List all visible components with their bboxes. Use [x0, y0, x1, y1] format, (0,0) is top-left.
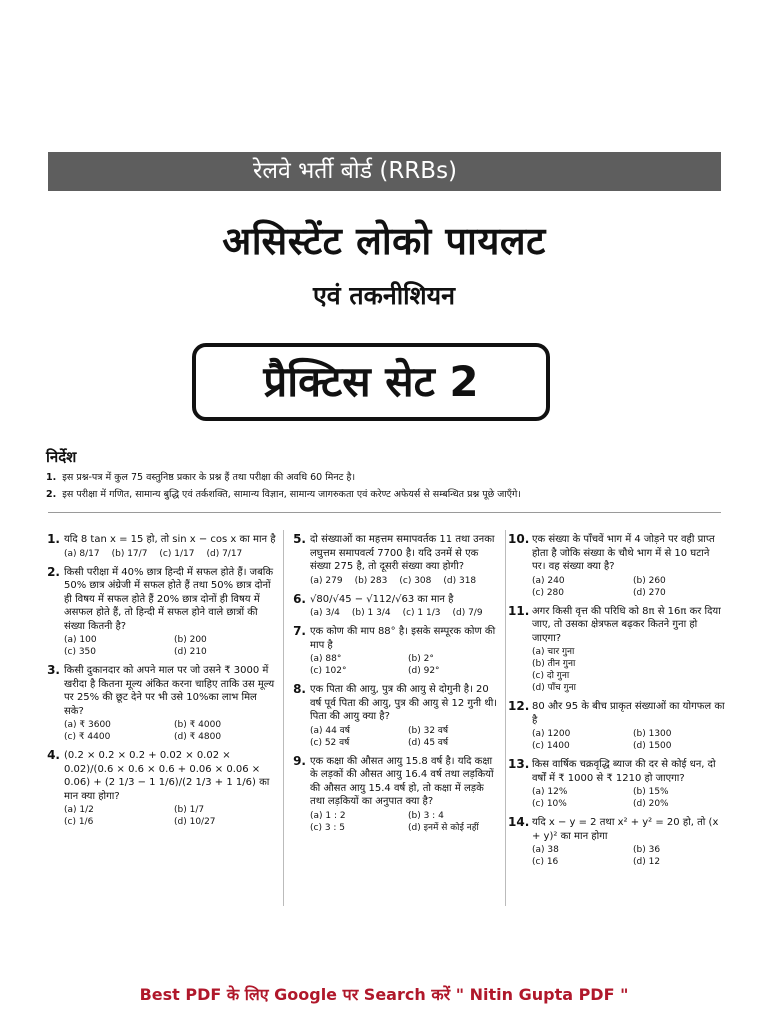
answer-option: (b) 15% — [633, 787, 669, 797]
answer-option: (d) पाँच गुना — [532, 683, 577, 693]
question-number: 2. — [47, 564, 60, 579]
answer-option: (d) 7/9 — [452, 608, 483, 618]
document-title: असिस्टेंट लोको पायलट — [222, 219, 546, 263]
question-number: 3. — [47, 663, 60, 677]
answer-option: (c) 16 — [532, 857, 559, 867]
question-text: एक पिता की आयु, पुत्र की आयु से दोगुनी है। 20 वर्ष पूर्व पिता की आयु, पुत्र की आयु से 12 गुनी थी। पिता की आयु क्या है? — [310, 684, 498, 722]
column-divider — [505, 530, 506, 906]
question-text: एक कक्षा की औसत आयु 15.8 वर्ष है। यदि कक्षा के लड़कों की औसत आयु 16.4 वर्ष तथा लड़कियों की औसत आयु 15.4 वर्ष हो, तो कक्षा में लड़के तथा लड़कियों का अनुपात क्या है? — [310, 755, 494, 807]
question-item — [286, 755, 498, 834]
question-item — [40, 664, 276, 743]
answer-options — [532, 786, 726, 810]
answer-option: (c) 52 वर्ष — [310, 737, 350, 748]
answer-options — [310, 810, 498, 834]
question-text: अगर किसी वृत्त की परिधि को 8π से 16π कर दिया जाए, तो उसका क्षेत्रफल बढ़कर कितने गुना हो जाएगा? — [532, 605, 721, 644]
answer-option: (c) 308 — [399, 575, 432, 586]
question-text: किस वार्षिक चक्रवृद्धि ब्याज की दर से कोई धन, दो वर्षों में ₹ 1000 से ₹ 1210 हो जाएगा? — [532, 759, 716, 784]
answer-options — [532, 575, 726, 599]
answer-option: (b) 283 — [354, 575, 388, 586]
answer-option: (c) 1/6 — [64, 817, 94, 827]
question-item — [508, 605, 726, 695]
answer-option: (b) 36 — [633, 845, 661, 855]
answer-option: (d) 10/27 — [174, 817, 216, 827]
exam-board-banner: रेलवे भर्ती बोर्ड (RRBs) — [48, 152, 721, 191]
answer-option: (c) 102° — [310, 666, 347, 676]
answer-options — [310, 653, 498, 677]
question-text: (0.2 × 0.2 × 0.2 + 0.02 × 0.02 × 0.02)/(0.6 × 0.6 × 0.6 + 0.06 × 0.06 × 0.06) + (2 1/3 − 1 1/6)/(2 1/3 + 1 1/6) का मान क्या होगा? — [64, 750, 270, 802]
question-item — [508, 700, 726, 752]
answer-options — [64, 719, 276, 743]
answer-option: (c) 10% — [532, 799, 567, 809]
question-text: किसी दुकानदार को अपने माल पर जो उसने ₹ 3000 में खरीदा है कितना मूल्य अंकित करना चाहिए ताकि उस मूल्य पर 25% की छूट देने पर भी उसे 10%का लाभ मिल सके? — [64, 665, 275, 717]
answer-option: (a) चार गुना — [532, 647, 575, 657]
answer-options — [532, 728, 726, 752]
answer-option: (c) 280 — [532, 587, 565, 598]
question-number: 13. — [508, 757, 530, 771]
question-number: 9. — [293, 753, 306, 768]
question-number: 1. — [47, 532, 60, 546]
question-text: एक संख्या के पाँचवें भाग में 4 जोड़ने पर वही प्राप्त होता है जोकि संख्या के चौथे भाग में से 10 घटाने पर। वह संख्या क्या है? — [532, 534, 715, 572]
answer-options — [310, 575, 498, 587]
question-text: यदि x − y = 2 तथा x² + y² = 20 हो, तो (x + y)² का मान होगा — [532, 817, 719, 842]
question-number: 4. — [47, 748, 60, 762]
question-number: 5. — [293, 532, 306, 546]
question-text: दो संख्याओं का महत्तम समापवर्तक 11 तथा उनका लघुत्तम समापवर्त्य 7700 है। यदि उनमें से एक संख्या 275 है, तो दूसरी संख्या क्या होगी? — [310, 534, 495, 572]
question-item — [508, 533, 726, 599]
answer-option: (a) 38 — [532, 845, 559, 855]
question-text: एक कोण की माप 88° है। इसके सम्पूरक कोण की माप है — [310, 626, 496, 651]
instructions-list — [46, 469, 726, 503]
question-text: यदि 8 tan x = 15 हो, तो sin x − cos x का मान है — [64, 534, 276, 545]
document-subtitle: एवं तकनीशियन — [312, 281, 456, 310]
answer-option: (a) ₹ 3600 — [64, 720, 111, 730]
question-item — [508, 816, 726, 868]
answer-option: (c) 1400 — [532, 741, 570, 751]
question-number: 10. — [508, 532, 530, 546]
answer-option: (b) 1/7 — [174, 805, 205, 815]
instruction-number: 1. — [46, 472, 57, 483]
answer-option: (c) 1/17 — [159, 548, 195, 559]
answer-option: (c) ₹ 4400 — [64, 732, 111, 742]
question-item — [508, 758, 726, 810]
answer-options — [64, 634, 276, 658]
answer-option: (a) 8/17 — [64, 548, 100, 559]
question-item — [286, 625, 498, 677]
answer-option: (c) 3 : 5 — [310, 822, 346, 833]
answer-option: (c) 350 — [64, 647, 97, 657]
question-number: 8. — [293, 682, 306, 696]
section-divider — [48, 512, 721, 513]
question-number: 12. — [508, 699, 530, 713]
question-number: 14. — [508, 815, 530, 829]
answer-option: (d) ₹ 4800 — [174, 732, 222, 742]
answer-option: (d) इनमें से कोई नहीं — [408, 822, 479, 833]
column-divider — [283, 530, 284, 906]
answer-option: (d) 1500 — [633, 741, 672, 751]
answer-option: (a) 279 — [310, 575, 343, 586]
question-column-3 — [508, 533, 726, 874]
answer-option: (a) 240 — [532, 575, 565, 586]
answer-option: (b) 32 वर्ष — [408, 725, 449, 736]
answer-option: (b) 2° — [408, 654, 434, 664]
answer-option: (d) 318 — [443, 575, 477, 586]
question-item — [286, 683, 498, 749]
answer-option: (d) 12 — [633, 857, 661, 867]
answer-option: (b) 200 — [174, 635, 207, 645]
answer-option: (b) 260 — [633, 575, 666, 586]
answer-option: (d) 270 — [633, 587, 666, 598]
instruction-number: 2. — [46, 489, 57, 500]
answer-option: (a) 1 : 2 — [310, 810, 346, 821]
answer-options — [310, 607, 498, 619]
question-column-2 — [286, 533, 498, 840]
answer-option: (d) 210 — [174, 647, 207, 657]
answer-option: (a) 12% — [532, 787, 568, 797]
answer-option: (d) 7/17 — [206, 548, 243, 559]
question-text: √80/√45 − √112/√63 का मान है — [310, 593, 454, 605]
answer-options — [310, 725, 498, 749]
answer-option: (a) 1200 — [532, 729, 571, 739]
answer-option: (a) 44 वर्ष — [310, 725, 350, 736]
answer-options — [532, 844, 726, 868]
footer-promo: Best PDF के लिए Google पर Search करें " Nitin Gupta PDF " — [139, 985, 629, 1004]
answer-options — [532, 646, 726, 694]
answer-option: (c) दो गुना — [532, 671, 570, 681]
answer-option: (b) 3 : 4 — [408, 810, 444, 821]
answer-option: (b) तीन गुना — [532, 659, 576, 669]
practice-set-label: प्रैक्टिस सेट 2 — [192, 343, 550, 421]
answer-option: (d) 92° — [408, 666, 440, 676]
question-text: किसी परीक्षा में 40% छात्र हिन्दी में सफल होते हैं। जबकि 50% छात्र अंग्रेजी में सफल होते हैं तथा 50% छात्र दोनों ही विषय में सफल होते हैं 20% छात्र दोनों ही विषय में असफल होते हैं, तो हिन्दी में सफल होने वाले छात्रों की संख्या कितनी है? — [64, 566, 274, 632]
answer-options — [64, 548, 276, 560]
answer-options — [64, 804, 276, 828]
question-number: 7. — [293, 624, 306, 638]
answer-option: (b) 17/7 — [111, 548, 148, 559]
question-item — [40, 566, 276, 659]
question-text: 80 और 95 के बीच प्राकृत संख्याओं का योगफल का है — [532, 701, 725, 726]
instruction-item — [46, 486, 726, 503]
question-item — [40, 749, 276, 828]
answer-option: (b) ₹ 4000 — [174, 720, 222, 730]
answer-option: (d) 45 वर्ष — [408, 737, 449, 748]
question-column-1 — [40, 533, 276, 834]
answer-option: (a) 1/2 — [64, 805, 94, 815]
instruction-text: इस प्रश्न-पत्र में कुल 75 वस्तुनिष्ठ प्रकार के प्रश्न हैं तथा परीक्षा की अवधि 60 मिनट है। — [62, 472, 356, 483]
question-number: 6. — [293, 591, 306, 606]
instructions-heading: निर्देश — [46, 448, 77, 466]
question-item — [286, 533, 498, 587]
answer-option: (a) 3/4 — [310, 608, 340, 618]
answer-option: (a) 88° — [310, 654, 342, 664]
instruction-item — [46, 469, 726, 486]
question-item — [286, 593, 498, 620]
answer-option: (d) 20% — [633, 799, 669, 809]
question-number: 11. — [508, 603, 530, 618]
answer-option: (a) 100 — [64, 635, 97, 645]
answer-option: (b) 1 3/4 — [351, 608, 391, 618]
answer-option: (c) 1 1/3 — [402, 608, 441, 618]
instruction-text: इस परीक्षा में गणित, सामान्य बुद्धि एवं तर्कशक्ति, सामान्य विज्ञान, सामान्य जागरुकता एवं करेण्ट अफेयर्स से सम्बन्धित प्रश्न पूछे जाएँगे। — [62, 489, 522, 500]
question-item — [40, 533, 276, 560]
answer-option: (b) 1300 — [633, 729, 672, 739]
